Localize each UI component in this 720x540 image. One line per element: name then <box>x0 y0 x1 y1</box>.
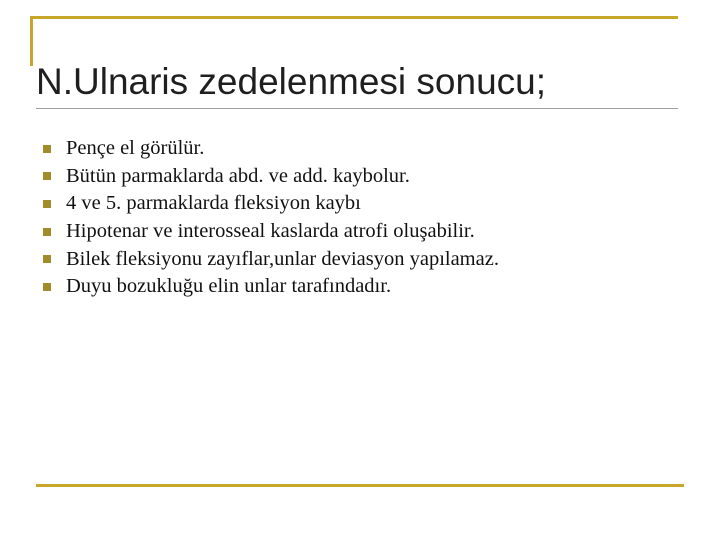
bullet-text: Bilek fleksiyonu zayıflar,unlar deviasyon yapılamaz. <box>66 247 499 270</box>
top-accent-rule <box>30 16 678 19</box>
title-underline <box>36 108 678 109</box>
square-bullet-icon <box>43 172 51 180</box>
bullet-text: Pençe el görülür. <box>66 137 205 160</box>
bullet-list <box>40 135 499 301</box>
bullet-item <box>40 245 499 273</box>
bullet-item <box>40 218 499 246</box>
square-bullet-icon <box>43 200 51 208</box>
bullet-item <box>40 163 499 191</box>
bullet-item <box>40 190 499 218</box>
square-bullet-icon <box>43 283 51 291</box>
slide-title: N.Ulnaris zedelenmesi sonucu; <box>36 61 547 102</box>
square-bullet-icon <box>43 255 51 263</box>
bullet-text: Hipotenar ve interosseal kaslarda atrofi oluşabilir. <box>66 220 475 243</box>
bullet-item <box>40 135 499 163</box>
bottom-accent-rule <box>36 484 684 487</box>
left-accent-rule <box>30 16 33 66</box>
bullet-item <box>40 273 499 301</box>
square-bullet-icon <box>43 145 51 153</box>
square-bullet-icon <box>43 228 51 236</box>
bullet-text: Bütün parmaklarda abd. ve add. kaybolur. <box>66 164 410 187</box>
bullet-text: Duyu bozukluğu elin unlar tarafındadır. <box>66 275 392 298</box>
bullet-text: 4 ve 5. parmaklarda fleksiyon kaybı <box>66 192 361 215</box>
